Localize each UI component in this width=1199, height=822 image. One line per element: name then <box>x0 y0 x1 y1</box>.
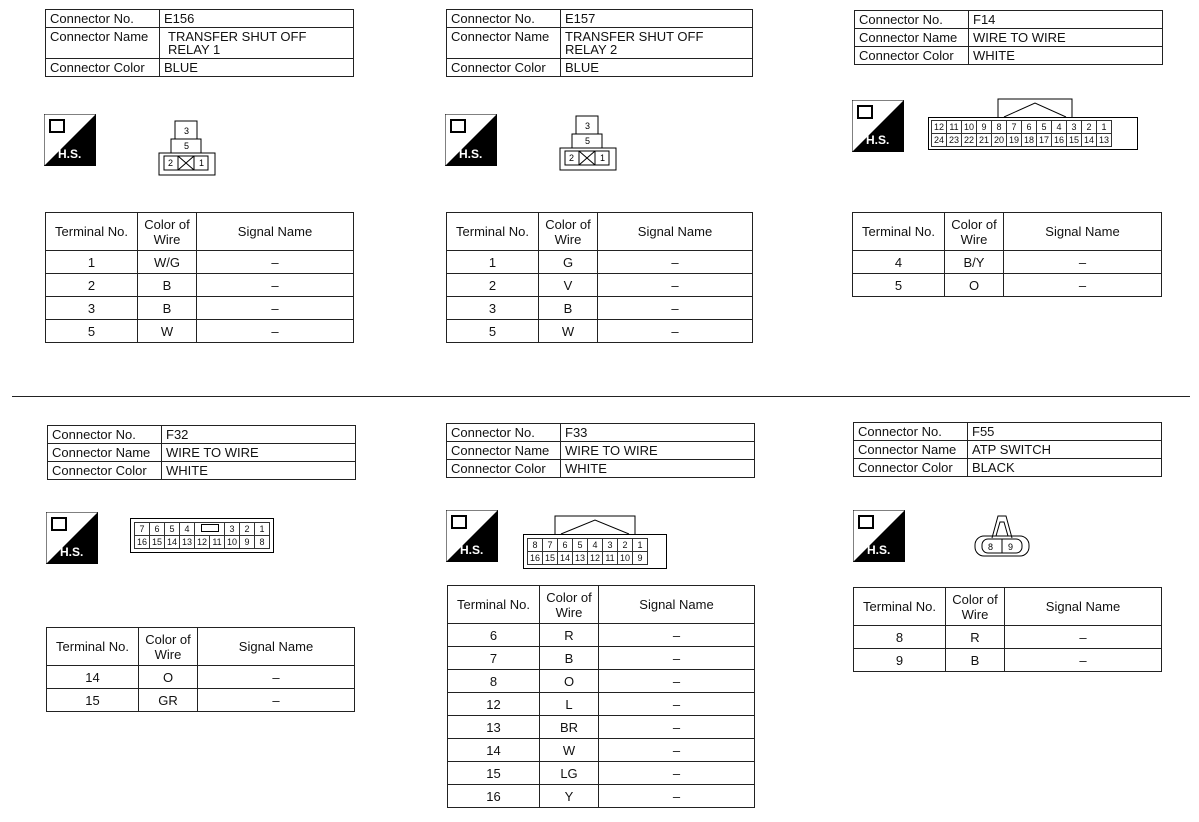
harness-side-icon <box>44 114 96 166</box>
connector-color-label: Connector Color <box>447 460 561 478</box>
connector-no-label: Connector No. <box>48 426 162 444</box>
pin: 7 <box>1007 121 1022 134</box>
terminal-no-header: Terminal No. <box>46 213 138 251</box>
pin-row-1 <box>932 121 1112 134</box>
connector-color-label: Connector Color <box>854 459 968 477</box>
connector-name-value: TRANSFER SHUT OFF RELAY 1 <box>160 28 354 59</box>
wire-color: L <box>540 693 599 716</box>
pin: 8 <box>255 536 270 549</box>
wire-color: G <box>539 251 598 274</box>
pin: 9 <box>977 121 992 134</box>
pin: 3 <box>603 539 618 552</box>
pin: 20 <box>992 134 1007 147</box>
connector-face-e156 <box>157 118 217 183</box>
connector-color-label: Connector Color <box>48 462 162 480</box>
signal-name: – <box>1005 626 1162 649</box>
wire-color-header: Color of Wire <box>539 213 598 251</box>
signal-name: – <box>598 251 753 274</box>
pin: 14 <box>558 552 573 565</box>
harness-side-icon <box>445 114 497 166</box>
terminal-no: 7 <box>448 647 540 670</box>
pin: 4 <box>1052 121 1067 134</box>
connector-info-table <box>45 9 354 77</box>
pin-label: 3 <box>184 126 190 136</box>
terminal-no: 5 <box>853 274 945 297</box>
wire-color-header: Color of Wire <box>945 213 1004 251</box>
pin-row-1 <box>135 523 270 536</box>
connector-block-e156 <box>45 9 354 77</box>
connector-color-label: Connector Color <box>447 59 561 77</box>
terminal-no: 12 <box>448 693 540 716</box>
pin: 1 <box>633 539 648 552</box>
connector-name-value: WIRE TO WIRE <box>162 444 356 462</box>
pin: 15 <box>150 536 165 549</box>
pin: 21 <box>977 134 992 147</box>
terminal-no-header: Terminal No. <box>448 586 540 624</box>
signal-name: – <box>599 624 755 647</box>
terminal-table <box>853 587 1162 672</box>
wire-color-header: Color of Wire <box>138 213 197 251</box>
hs-badge-text: H.S. <box>60 545 84 559</box>
pin: 19 <box>1007 134 1022 147</box>
pin: 1 <box>255 523 270 536</box>
pin: 24 <box>932 134 947 147</box>
wire-color: R <box>540 624 599 647</box>
pin: 16 <box>135 536 150 549</box>
pin: 11 <box>210 536 225 549</box>
terminal-no: 2 <box>447 274 539 297</box>
terminal-no: 8 <box>448 670 540 693</box>
wire-color: O <box>540 670 599 693</box>
connector-info-table <box>446 423 755 478</box>
pin: 2 <box>240 523 255 536</box>
terminal-table <box>852 212 1162 297</box>
wire-color: W <box>540 739 599 762</box>
lock-tab <box>195 523 225 536</box>
hs-badge-text: H.S. <box>460 543 484 557</box>
terminal-no: 1 <box>46 251 138 274</box>
pin-label: 9 <box>1008 542 1014 552</box>
pin: 8 <box>992 121 1007 134</box>
pin-label: 5 <box>585 136 591 146</box>
wire-color: V <box>539 274 598 297</box>
pin-grid <box>134 522 270 549</box>
pin: 5 <box>1037 121 1052 134</box>
pin-row-2 <box>932 134 1112 147</box>
terminal-no: 15 <box>47 689 139 712</box>
connector-color-value: BLACK <box>968 459 1162 477</box>
connector-no-value: F55 <box>968 423 1162 441</box>
harness-side-icon <box>446 510 498 562</box>
signal-name: – <box>1004 251 1162 274</box>
pin: 18 <box>1022 134 1037 147</box>
connector-info-table <box>446 9 753 77</box>
signal-name-header: Signal Name <box>197 213 354 251</box>
pin-label: 1 <box>199 158 205 168</box>
wire-color: R <box>946 626 1005 649</box>
wire-color: GR <box>139 689 198 712</box>
signal-name: – <box>598 274 753 297</box>
wire-color: B/Y <box>945 251 1004 274</box>
pin: 14 <box>1082 134 1097 147</box>
pin-row-2 <box>135 536 270 549</box>
connector-no-label: Connector No. <box>855 11 969 29</box>
connector-block-f14 <box>854 10 1163 65</box>
pin: 8 <box>528 539 543 552</box>
connector-name-value: WIRE TO WIRE <box>969 29 1163 47</box>
wire-color: B <box>946 649 1005 672</box>
signal-name-header: Signal Name <box>198 628 355 666</box>
terminal-table <box>446 212 753 343</box>
signal-name: – <box>599 739 755 762</box>
pin: 3 <box>225 523 240 536</box>
terminal-table-f32-wrap <box>46 627 355 712</box>
terminal-no: 15 <box>448 762 540 785</box>
connector-name-value: TRANSFER SHUT OFF RELAY 2 <box>561 28 753 59</box>
connector-color-label: Connector Color <box>855 47 969 65</box>
wire-color: B <box>539 297 598 320</box>
terminal-no: 6 <box>448 624 540 647</box>
terminal-no: 3 <box>447 297 539 320</box>
terminal-no: 16 <box>448 785 540 808</box>
signal-name: – <box>1005 649 1162 672</box>
terminal-no: 14 <box>47 666 139 689</box>
terminal-no-header: Terminal No. <box>447 213 539 251</box>
wire-color: B <box>540 647 599 670</box>
hs-badge-text: H.S. <box>867 543 891 557</box>
terminal-table <box>447 585 755 808</box>
signal-name: – <box>197 251 354 274</box>
pin: 9 <box>633 552 648 565</box>
connector-info-table <box>854 10 1163 65</box>
wire-color-header: Color of Wire <box>139 628 198 666</box>
harness-side-icon <box>46 512 98 564</box>
pin: 11 <box>603 552 618 565</box>
signal-name: – <box>197 274 354 297</box>
connector-no-label: Connector No. <box>854 423 968 441</box>
wire-color: W/G <box>138 251 197 274</box>
connector-no-label: Connector No. <box>447 10 561 28</box>
connector-name-label: Connector Name <box>447 28 561 59</box>
terminal-table-f33-wrap <box>447 585 755 808</box>
hs-badge-text: H.S. <box>58 147 82 161</box>
terminal-no: 14 <box>448 739 540 762</box>
terminal-table-f14-wrap <box>852 212 1162 297</box>
pin: 2 <box>618 539 633 552</box>
connector-face-f55 <box>972 512 1032 563</box>
hs-badge-text: H.S. <box>459 147 483 161</box>
terminal-no-header: Terminal No. <box>47 628 139 666</box>
connector-name-label: Connector Name <box>447 442 561 460</box>
connector-color-value: BLUE <box>160 59 354 77</box>
pin: 15 <box>1067 134 1082 147</box>
connector-color-value: WHITE <box>561 460 755 478</box>
connector-block-f32 <box>47 425 356 480</box>
pin-grid <box>527 538 648 565</box>
terminal-no: 9 <box>854 649 946 672</box>
connector-face-f33 <box>523 514 667 569</box>
pin-label: 5 <box>184 141 190 151</box>
pin-label: 3 <box>585 121 591 131</box>
wire-color: W <box>138 320 197 343</box>
pin: 16 <box>528 552 543 565</box>
harness-side-icon <box>852 100 904 152</box>
pin: 6 <box>558 539 573 552</box>
harness-side-icon <box>853 510 905 562</box>
signal-name: – <box>197 320 354 343</box>
pin: 13 <box>573 552 588 565</box>
connector-name-label: Connector Name <box>854 441 968 459</box>
pin-row-2 <box>528 552 648 565</box>
wire-color: LG <box>540 762 599 785</box>
connector-no-value: E156 <box>160 10 354 28</box>
wire-color: B <box>138 274 197 297</box>
pin: 1 <box>1097 121 1112 134</box>
pin-label: 2 <box>168 158 174 168</box>
wire-color: W <box>539 320 598 343</box>
signal-name: – <box>598 320 753 343</box>
connector-name-value: ATP SWITCH <box>968 441 1162 459</box>
terminal-no: 2 <box>46 274 138 297</box>
terminal-no-header: Terminal No. <box>854 588 946 626</box>
pin: 12 <box>932 121 947 134</box>
connector-face-e157 <box>558 113 618 178</box>
pin-row-1 <box>528 539 648 552</box>
terminal-table-e156-wrap <box>45 212 354 343</box>
signal-name: – <box>1004 274 1162 297</box>
terminal-no: 1 <box>447 251 539 274</box>
pin: 10 <box>225 536 240 549</box>
pin: 23 <box>947 134 962 147</box>
pin: 22 <box>962 134 977 147</box>
pin: 5 <box>165 523 180 536</box>
pin: 15 <box>543 552 558 565</box>
pin: 9 <box>240 536 255 549</box>
connector-color-label: Connector Color <box>46 59 160 77</box>
terminal-no: 5 <box>46 320 138 343</box>
pin: 6 <box>150 523 165 536</box>
pin: 7 <box>135 523 150 536</box>
wire-color-header: Color of Wire <box>946 588 1005 626</box>
wire-color: BR <box>540 716 599 739</box>
terminal-no: 3 <box>46 297 138 320</box>
terminal-table-e157-wrap <box>446 212 753 343</box>
connector-name-label: Connector Name <box>48 444 162 462</box>
signal-name-header: Signal Name <box>1005 588 1162 626</box>
section-divider <box>12 396 1190 397</box>
terminal-table-f55-wrap <box>853 587 1162 672</box>
wire-color: O <box>139 666 198 689</box>
signal-name: – <box>198 666 355 689</box>
connector-block-f55 <box>853 422 1162 477</box>
signal-name: – <box>599 647 755 670</box>
pin: 10 <box>962 121 977 134</box>
connector-name-value: WIRE TO WIRE <box>561 442 755 460</box>
pin: 11 <box>947 121 962 134</box>
pin: 12 <box>588 552 603 565</box>
terminal-no-header: Terminal No. <box>853 213 945 251</box>
signal-name: – <box>599 716 755 739</box>
hs-badge-text: H.S. <box>866 133 890 147</box>
connector-color-value: WHITE <box>162 462 356 480</box>
connector-block-f33 <box>446 423 755 478</box>
connector-no-label: Connector No. <box>46 10 160 28</box>
connector-name-label: Connector Name <box>855 29 969 47</box>
connector-block-e157 <box>446 9 753 77</box>
wire-color: O <box>945 274 1004 297</box>
wire-color: B <box>138 297 197 320</box>
connector-name-label: Connector Name <box>46 28 160 59</box>
connector-face-f32 <box>130 518 274 553</box>
signal-name: – <box>599 693 755 716</box>
pin: 4 <box>588 539 603 552</box>
pin: 12 <box>195 536 210 549</box>
signal-name: – <box>599 785 755 808</box>
pin: 5 <box>573 539 588 552</box>
pin-label: 8 <box>988 542 994 552</box>
terminal-no: 13 <box>448 716 540 739</box>
terminal-no: 8 <box>854 626 946 649</box>
pin: 10 <box>618 552 633 565</box>
signal-name: – <box>599 670 755 693</box>
pin: 14 <box>165 536 180 549</box>
signal-name: – <box>197 297 354 320</box>
pin-label: 1 <box>600 153 606 163</box>
connector-no-label: Connector No. <box>447 424 561 442</box>
signal-name-header: Signal Name <box>599 586 755 624</box>
pin: 2 <box>1082 121 1097 134</box>
connector-color-value: BLUE <box>561 59 753 77</box>
connector-info-table <box>47 425 356 480</box>
terminal-table <box>45 212 354 343</box>
signal-name: – <box>599 762 755 785</box>
connector-no-value: E157 <box>561 10 753 28</box>
connector-face-f14 <box>928 97 1138 150</box>
pin: 6 <box>1022 121 1037 134</box>
pin: 4 <box>180 523 195 536</box>
terminal-table <box>46 627 355 712</box>
pin: 17 <box>1037 134 1052 147</box>
pin: 3 <box>1067 121 1082 134</box>
pin: 7 <box>543 539 558 552</box>
wire-color-header: Color of Wire <box>540 586 599 624</box>
signal-name: – <box>598 297 753 320</box>
signal-name-header: Signal Name <box>1004 213 1162 251</box>
pin: 13 <box>1097 134 1112 147</box>
pin-grid <box>931 120 1112 147</box>
connector-color-value: WHITE <box>969 47 1163 65</box>
connector-no-value: F33 <box>561 424 755 442</box>
signal-name-header: Signal Name <box>598 213 753 251</box>
connector-no-value: F14 <box>969 11 1163 29</box>
pin: 13 <box>180 536 195 549</box>
wire-color: Y <box>540 785 599 808</box>
terminal-no: 4 <box>853 251 945 274</box>
pin-label: 2 <box>569 153 575 163</box>
connector-info-table <box>853 422 1162 477</box>
signal-name: – <box>198 689 355 712</box>
connector-no-value: F32 <box>162 426 356 444</box>
terminal-no: 5 <box>447 320 539 343</box>
pin: 16 <box>1052 134 1067 147</box>
